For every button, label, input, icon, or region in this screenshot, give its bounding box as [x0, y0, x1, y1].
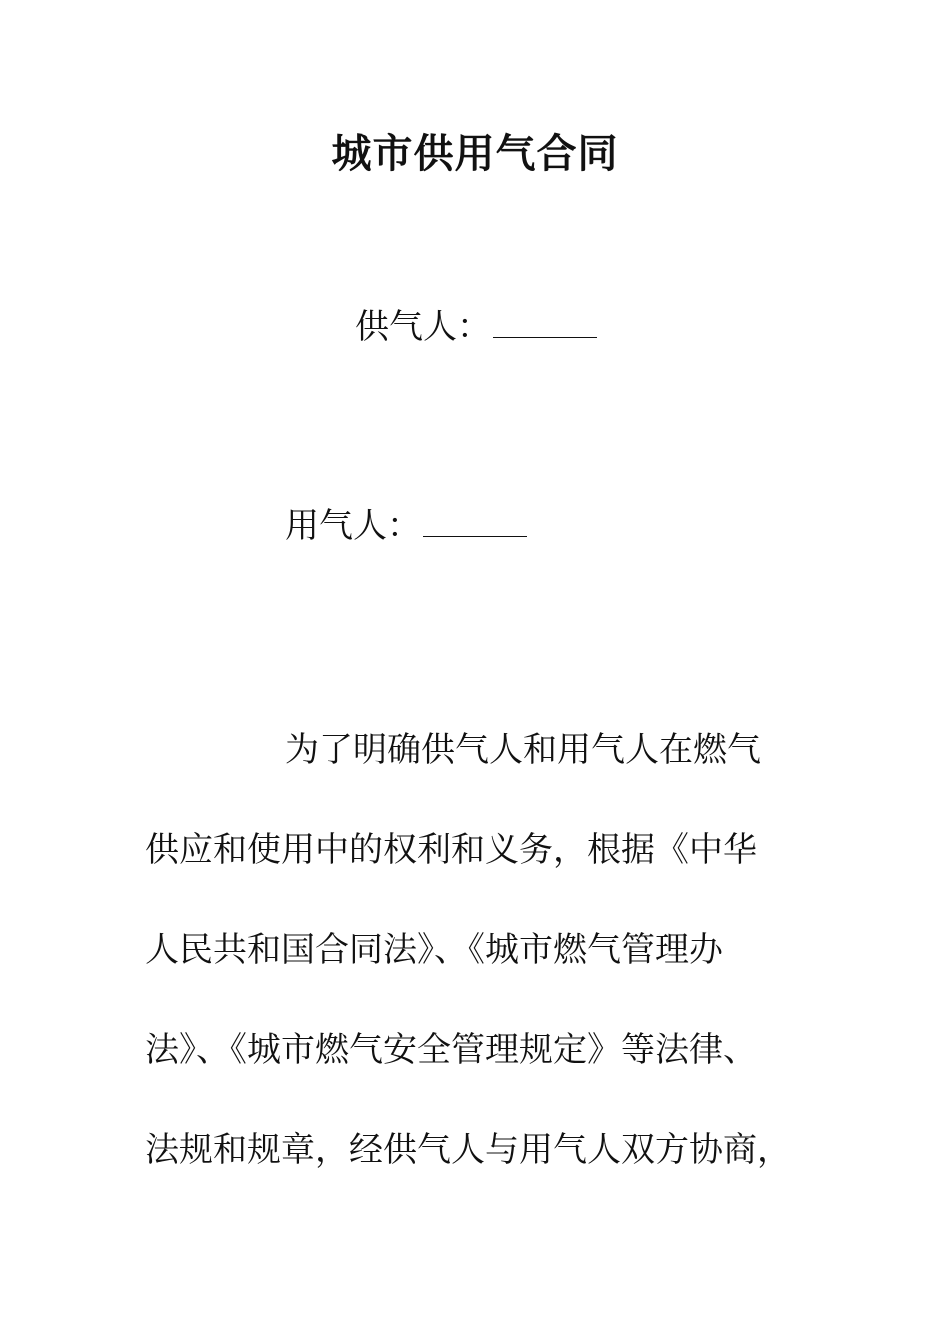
supplier-label: 供气人：	[355, 307, 491, 347]
body-line: 法规和规章，经供气人与用气人双方协商，	[145, 1130, 791, 1170]
user-blank	[423, 502, 527, 537]
user-label: 用气人：	[285, 506, 421, 546]
supplier-blank	[493, 303, 597, 338]
body-line: 为了明确供气人和用气人在燃气	[285, 730, 761, 770]
supplier-line	[355, 303, 597, 351]
body-line: 法》、《城市燃气安全管理规定》等法律、	[145, 1030, 757, 1070]
body-line: 人民共和国合同法》、《城市燃气管理办	[145, 930, 723, 970]
body-paragraph	[145, 700, 815, 1200]
body-line: 供应和使用中的权利和义务，根据《中华	[145, 830, 757, 870]
document-title: 城市供用气合同	[331, 130, 619, 177]
user-line	[285, 502, 527, 550]
